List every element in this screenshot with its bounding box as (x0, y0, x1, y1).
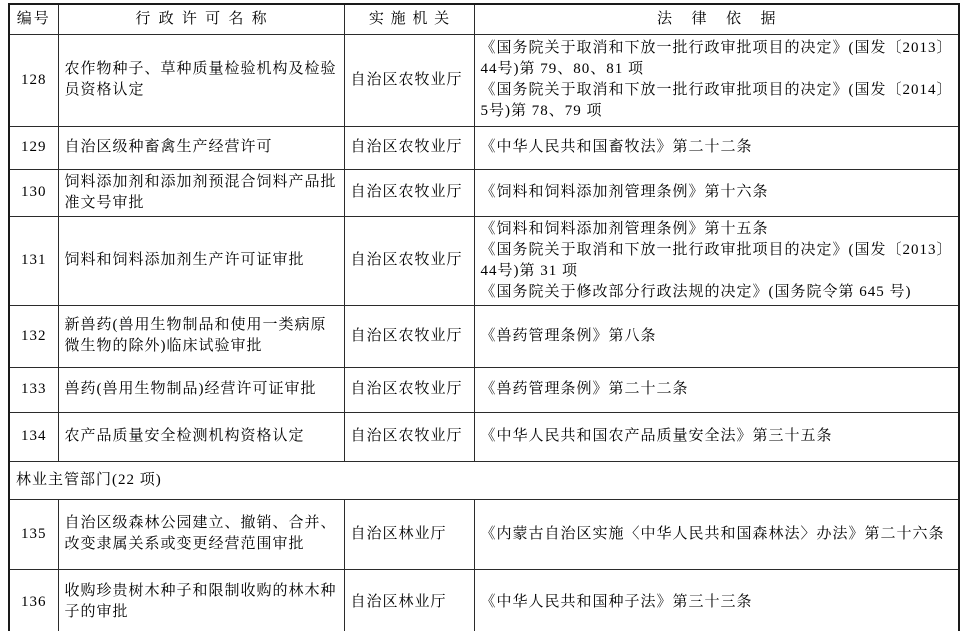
table-row-129 (9, 126, 959, 169)
row-number-cell: 136 (9, 569, 58, 631)
permit-name-cell: 饲料添加剂和添加剂预混合饲料产品批准文号审批 (58, 169, 344, 216)
col-header-number: 编号 (9, 4, 58, 34)
legal-basis-line: 《中华人民共和国农产品质量安全法》第三十五条 (480, 428, 833, 444)
legal-basis-cell (474, 367, 959, 412)
permit-name-cell: 农产品质量安全检测机构资格认定 (58, 412, 344, 461)
permits-table (8, 3, 960, 631)
legal-basis-line: 《国务院关于修改部分行政法规的决定》(国务院令第 645 号) (480, 283, 912, 300)
legal-basis-cell (474, 169, 959, 216)
row-number-cell: 128 (9, 34, 58, 126)
table-row-134 (9, 412, 959, 461)
legal-basis-line: 《国务院关于取消和下放一批行政审批项目的决定》(国发〔2014〕5号)第 78、79 项 (480, 82, 945, 119)
table-row-130 (9, 169, 959, 216)
agency-cell: 自治区农牧业厅 (344, 216, 474, 305)
agency-cell: 自治区农牧业厅 (344, 367, 474, 412)
permit-name-cell: 自治区级种畜禽生产经营许可 (58, 126, 344, 169)
legal-basis-line: 《中华人民共和国畜牧法》第二十二条 (480, 139, 753, 155)
legal-basis-cell (474, 499, 959, 569)
agency-cell: 自治区农牧业厅 (344, 126, 474, 169)
legal-basis-line: 《中华人民共和国种子法》第三十三条 (480, 593, 753, 610)
agency-cell: 自治区农牧业厅 (344, 305, 474, 367)
legal-basis-cell (474, 305, 959, 367)
legal-basis-cell (474, 216, 959, 305)
legal-basis-cell (474, 569, 959, 631)
table-row-135 (9, 499, 959, 569)
col-header-permit-name: 行政许可名称 (58, 4, 344, 34)
row-number-cell: 131 (9, 216, 58, 305)
legal-basis-line: 《饲料和饲料添加剂管理条例》第十五条 (480, 220, 769, 237)
col-header-legal-basis: 法律依据 (474, 4, 959, 34)
agency-cell: 自治区农牧业厅 (344, 169, 474, 216)
row-number-cell: 133 (9, 367, 58, 412)
row-number-cell: 130 (9, 169, 58, 216)
legal-basis-line: 《兽药管理条例》第二十二条 (480, 381, 689, 397)
row-number-cell: 129 (9, 126, 58, 169)
col-header-agency: 实施机关 (344, 4, 474, 34)
agency-cell: 自治区林业厅 (344, 499, 474, 569)
table-row-132 (9, 305, 959, 367)
table-row-131 (9, 216, 959, 305)
legal-basis-line: 《国务院关于取消和下放一批行政审批项目的决定》(国发〔2013〕44号)第 31 项 (480, 241, 945, 279)
table-row-136 (9, 569, 959, 631)
legal-basis-line: 《饲料和饲料添加剂管理条例》第十六条 (480, 184, 769, 200)
section-title: 林业主管部门(22 项) (9, 461, 959, 499)
legal-basis-line: 《国务院关于取消和下放一批行政审批项目的决定》(国发〔2013〕44号)第 79、80、81 项 (480, 40, 945, 77)
table-row-133 (9, 367, 959, 412)
section-divider-row (9, 461, 959, 499)
permit-name-cell: 农作物种子、草种质量检验机构及检验员资格认定 (58, 34, 344, 126)
legal-basis-line: 《兽药管理条例》第八条 (480, 327, 657, 344)
agency-cell: 自治区林业厅 (344, 569, 474, 631)
agency-cell: 自治区农牧业厅 (344, 412, 474, 461)
legal-basis-line: 《内蒙古自治区实施〈中华人民共和国森林法〉办法》第二十六条 (480, 525, 945, 542)
permit-name-cell: 自治区级森林公园建立、撤销、合并、改变隶属关系或变更经营范围审批 (58, 499, 344, 569)
permit-name-cell: 饲料和饲料添加剂生产许可证审批 (58, 216, 344, 305)
legal-basis-cell (474, 412, 959, 461)
permit-name-cell: 收购珍贵树木种子和限制收购的林木种子的审批 (58, 569, 344, 631)
legal-basis-cell (474, 34, 959, 126)
legal-basis-cell (474, 126, 959, 169)
agency-cell: 自治区农牧业厅 (344, 34, 474, 126)
row-number-cell: 134 (9, 412, 58, 461)
table-header-row (9, 4, 959, 34)
row-number-cell: 135 (9, 499, 58, 569)
permit-name-cell: 兽药(兽用生物制品)经营许可证审批 (58, 367, 344, 412)
row-number-cell: 132 (9, 305, 58, 367)
permit-name-cell: 新兽药(兽用生物制品和使用一类病原微生物的除外)临床试验审批 (58, 305, 344, 367)
table-row-128 (9, 34, 959, 126)
